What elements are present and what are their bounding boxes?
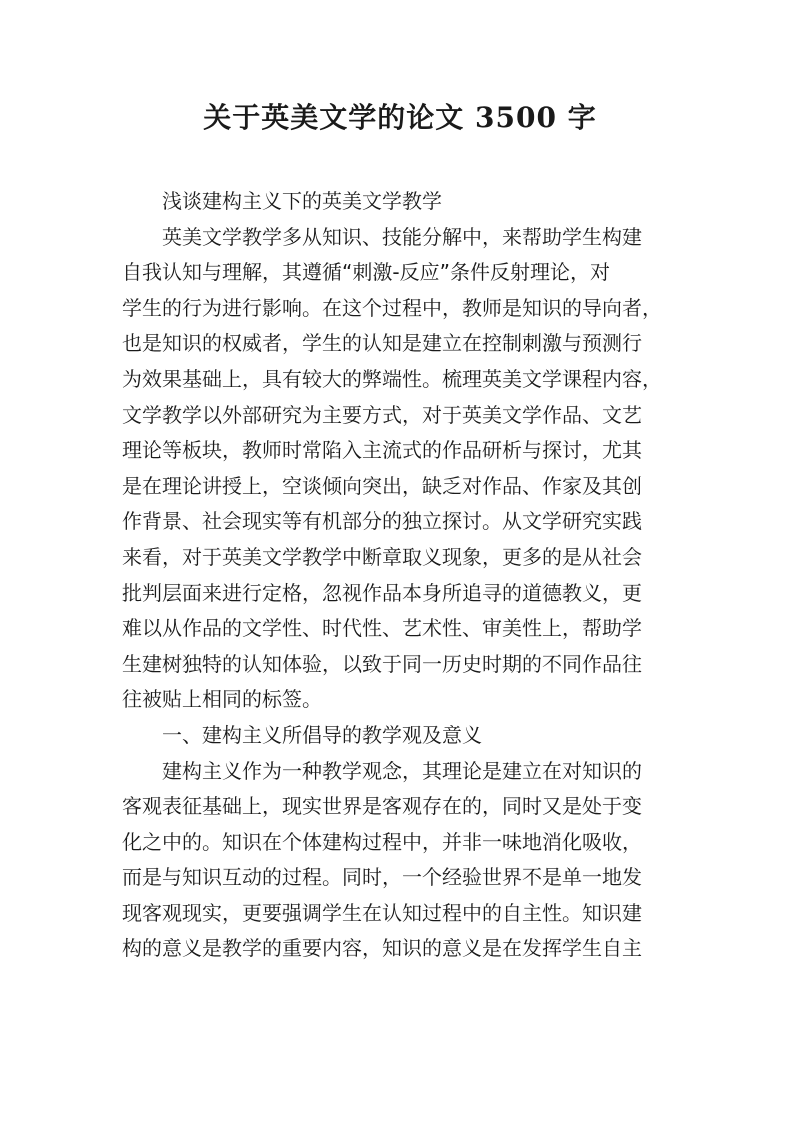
document-body xyxy=(122,184,682,967)
paragraph-line: 客观表征基础上，现实世界是客观存在的，同时又是处于变 xyxy=(122,794,642,819)
paragraph-line: 现客观现实，更要强调学生在认知过程中的自主性。知识建 xyxy=(122,900,642,925)
paragraph-line: 也是知识的权威者，学生的认知是建立在控制刺激与预测行 xyxy=(122,331,642,356)
paragraph-line: 理论等板块，教师时常陷入主流式的作品研析与探讨，尤其 xyxy=(122,438,642,463)
section-heading: 一、建构主义所倡导的教学观及意义 xyxy=(162,722,482,747)
paragraph-line: 英美文学教学多从知识、技能分解中，来帮助学生构建 xyxy=(162,224,642,249)
paragraph-line: 是在理论讲授上，空谈倾向突出，缺乏对作品、作家及其创 xyxy=(122,473,642,498)
paragraph-line: 建构主义作为一种教学观念，其理论是建立在对知识的 xyxy=(162,758,642,783)
paragraph-line: 往被贴上相同的标签。 xyxy=(122,687,322,712)
paragraph-line: 为效果基础上，具有较大的弊端性。梳理英美文学课程内容， xyxy=(122,366,662,391)
paragraph-line: 化之中的。知识在个体建构过程中，并非一味地消化吸收， xyxy=(122,829,642,854)
paragraph-line: 批判层面来进行定格，忽视作品本身所追寻的道德教义，更 xyxy=(122,580,642,605)
paragraph-line: 构的意义是教学的重要内容，知识的意义是在发挥学生自主 xyxy=(122,936,642,961)
paragraph-line: 生建树独特的认知体验，以致于同一历史时期的不同作品往 xyxy=(122,651,642,676)
paragraph-line: 作背景、社会现实等有机部分的独立探讨。从文学研究实践 xyxy=(122,509,642,534)
paragraph-line: 来看，对于英美文学教学中断章取义现象，更多的是从社会 xyxy=(122,544,642,569)
document-title: 关于英美文学的论文 3500 字 xyxy=(203,101,597,134)
paragraph-line: 文学教学以外部研究为主要方式，对于英美文学作品、文艺 xyxy=(122,402,642,427)
subtitle-line: 浅谈建构主义下的英美文学教学 xyxy=(162,189,442,213)
paragraph-line: 自我认知与理解，其遵循“刺激-反应”条件反射理论，对 xyxy=(122,260,610,285)
paragraph-line: 学生的行为进行影响。在这个过程中，教师是知识的导向者， xyxy=(122,295,662,320)
paragraph-line: 而是与知识互动的过程。同时，一个经验世界不是单一地发 xyxy=(122,865,642,890)
paragraph-line: 难以从作品的文学性、时代性、艺术性、审美性上，帮助学 xyxy=(122,616,642,641)
